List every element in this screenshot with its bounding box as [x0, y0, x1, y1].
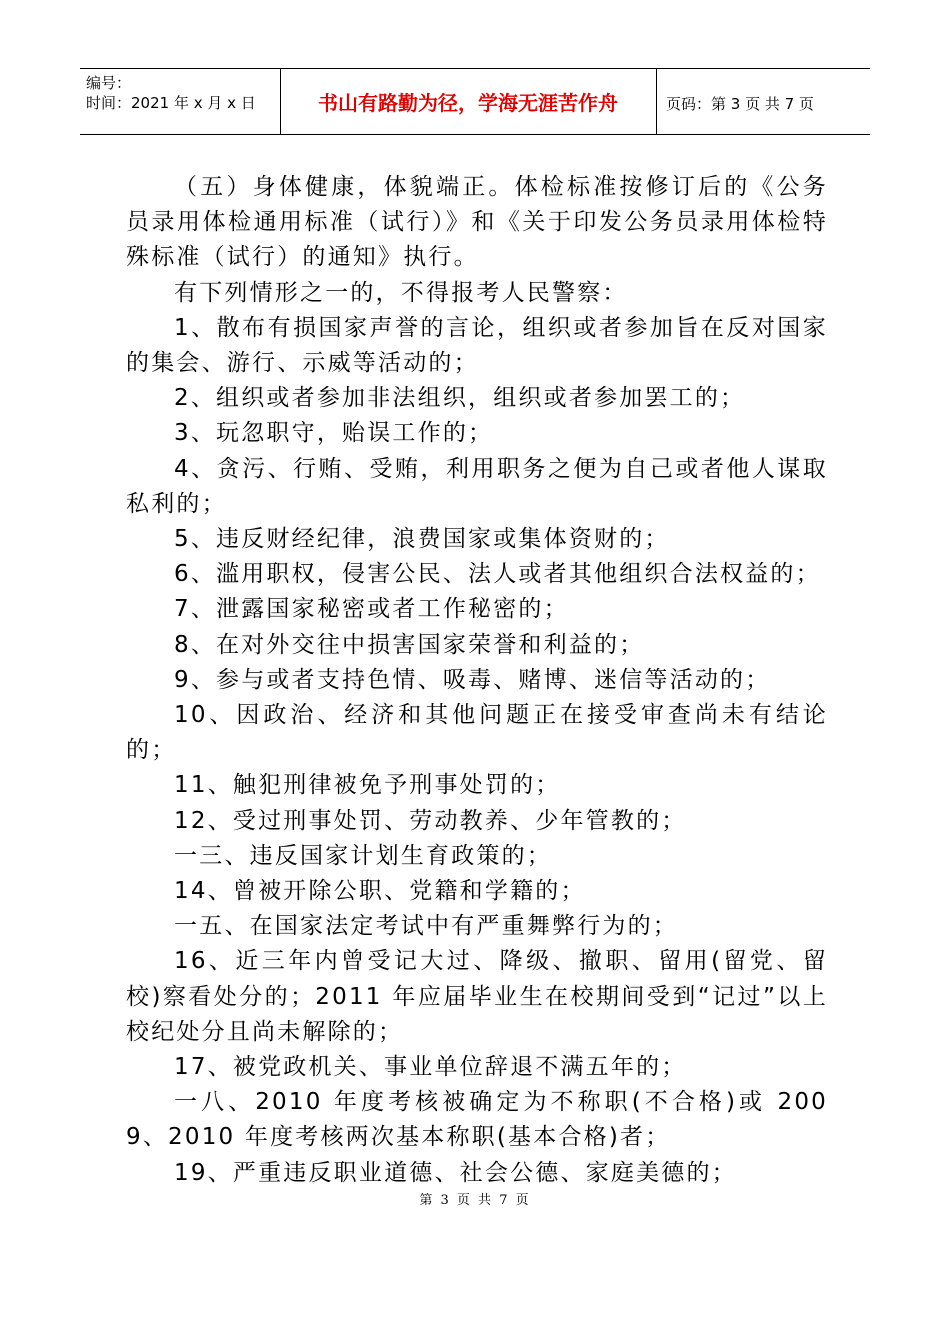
list-item: 一八、2010 年度考核被确定为不称职(不合格)或 2009、2010 年度考核两次基本称职(基本合格)者； — [126, 1089, 828, 1151]
list-item: 12、受过刑事处罚、劳动教养、少年管教的； — [174, 807, 687, 834]
header-divider — [656, 69, 657, 134]
list-item: 14、曾被开除公职、党籍和学籍的； — [174, 878, 586, 905]
list-item: 3、玩忽职守，贻误工作的； — [174, 420, 494, 447]
list-item: 2、组织或者参加非法组织，组织或者参加罢工的； — [174, 385, 746, 412]
list-item: 10、因政治、经济和其他问题正在接受审查尚未有结论的； — [126, 702, 828, 764]
list-item: 1、散布有损国家声誉的言论，组织或者参加旨在反对国家的集会、游行、示威等活动的； — [126, 314, 828, 377]
list-item: 4、贪污、行贿、受贿，利用职务之便为自己或者他人谋取私利的； — [126, 455, 828, 517]
list-item: 9、参与或者支持色情、吸毒、赌博、迷信等活动的； — [174, 666, 771, 693]
list-item: 17、被党政机关、事业单位辞退不满五年的； — [174, 1054, 687, 1081]
page-footer: 第 3 页 共 7 页 — [419, 1193, 531, 1208]
list-item: 7、泄露国家秘密或者工作秘密的； — [174, 596, 569, 623]
header-page-info: 页码：第 3 页 共 7 页 — [666, 95, 814, 113]
header-meta — [86, 73, 276, 113]
document-number-label: 编号： — [86, 74, 132, 92]
header-motto: 书山有路勤为径，学海无涯苦作舟 — [318, 91, 618, 115]
page-header — [80, 68, 870, 135]
list-item: 一三、违反国家计划生育政策的； — [174, 842, 552, 869]
list-item: 16、近三年内曾受记大过、降级、撤职、留用(留党、留校)察看处分的；2011 年应届毕业生在校期间受到“记过”以上校纪处分且尚未解除的； — [126, 948, 828, 1045]
list-item: 11、触犯刑律被免予刑事处罚的； — [174, 772, 561, 799]
document-body — [126, 170, 828, 1191]
paragraph: （五）身体健康，体貌端正。体检标准按修订后的《公务员录用体检通用标准（试行）》和《关于印发公务员录用体检特殊标准（试行）的通知》执行。 — [126, 174, 828, 271]
document-time-label: 时间：2021 年 x 月 x 日 — [86, 94, 256, 112]
list-item: 6、滥用职权，侵害公民、法人或者其他组织合法权益的； — [174, 561, 821, 588]
list-item: 19、严重违反职业道德、社会公德、家庭美德的； — [174, 1159, 737, 1186]
list-item: 5、违反财经纪律，浪费国家或集体资财的； — [174, 526, 670, 553]
list-item: 一五、在国家法定考试中有严重舞弊行为的； — [174, 913, 678, 940]
list-item: 8、在对外交往中损害国家荣誉和利益的； — [174, 631, 645, 658]
paragraph: 有下列情形之一的，不得报考人民警察： — [174, 279, 628, 306]
